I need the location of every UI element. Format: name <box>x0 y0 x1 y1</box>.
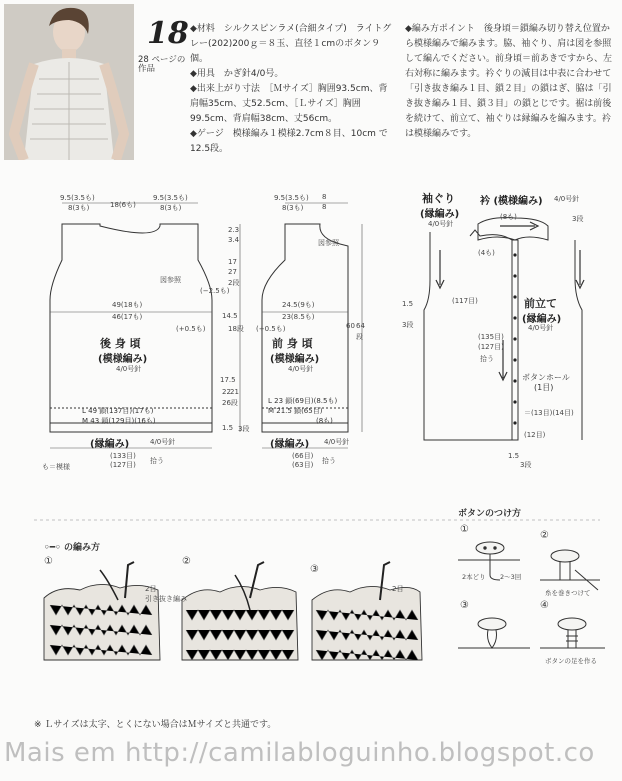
collar-dim-3: 1.5 <box>508 452 520 460</box>
stitch-note-3: 2目 <box>392 585 404 593</box>
buttonhole-label: ボタンホール <box>522 373 570 382</box>
button-guide-title: ボタンのつけ方 <box>458 509 522 519</box>
back-bottom-pick: 拾う <box>150 457 164 465</box>
stitch-step-3-num: ③ <box>310 564 319 575</box>
front-needle: 4/0号針 <box>288 365 314 373</box>
armhole-needle: 4/0号針 <box>428 220 454 228</box>
front-inc: (+0.5も) <box>256 325 286 333</box>
button-note-3: 糸を巻きつけて <box>545 589 591 597</box>
back-bottom-count-m: (127目) <box>110 461 136 469</box>
collar-needle: 4/0号針 <box>554 195 580 203</box>
front-band-label: 前立て <box>524 297 557 310</box>
watermark: Mais em http://camilabloguinho.blogspot.co <box>4 738 595 768</box>
pick-4mo: (4も) <box>478 249 495 257</box>
back-hem-label-m: M 43 鎖(129目)(16も) <box>82 417 156 425</box>
buttonhole-sub: (1目) <box>534 383 554 392</box>
button-step-4-num: ④ <box>540 600 549 611</box>
front-band-sub: (縁編み) <box>522 314 562 325</box>
armhole-label: 袖ぐり <box>422 192 455 205</box>
front-width: 24.5(9も) <box>282 301 315 309</box>
ref-page-text: 28 ページの <box>138 55 186 65</box>
back-row-11: 26段 <box>222 399 238 407</box>
back-hem-label: L 49 鎖(137目)(17も) <box>82 407 154 415</box>
back-row-5: 2段 <box>228 279 240 287</box>
front-edge-needle: 4/0号針 <box>324 438 350 446</box>
stitch-note-2: 引き抜き編み <box>145 595 187 603</box>
gauge-text: ◆ゲージ 模様編み１模様2.7cm８目、10cm で12.5段。 <box>190 129 388 154</box>
button-step-3-num: ③ <box>460 600 469 611</box>
front-top-dim-1: 9.5(3.5も) <box>274 194 309 202</box>
back-top-dim-6: 8(3も) <box>160 204 182 212</box>
back-row-13: 3段 <box>238 425 250 433</box>
back-width: 49(18も) <box>112 301 143 309</box>
back-row-9: 22 <box>222 388 231 396</box>
front-ref: 図参照 <box>318 239 339 247</box>
back-top-dim-5: 9.5(3.5も) <box>153 194 188 202</box>
tools-text: ◆用具 かぎ針4/0号。 <box>190 69 284 79</box>
back-row-6: 14.5 <box>222 312 238 320</box>
back-inc: (+0.5も) <box>176 325 206 333</box>
back-row-2: 3.4 <box>228 236 240 244</box>
button-note-2: 2〜3回 <box>500 573 522 581</box>
front-side-dim-1: 60 <box>346 322 355 330</box>
button-step-2 <box>540 550 600 590</box>
front-width-m: 23(8.5も) <box>282 313 315 321</box>
back-edge-needle: 4/0号針 <box>150 438 176 446</box>
stitch-step-2 <box>182 562 298 660</box>
front-hem-note: (8も) <box>316 417 333 425</box>
back-top-dim-3: 18(6も) <box>110 201 136 209</box>
pick-117: (117目) <box>452 297 478 305</box>
pick-12: (12目) <box>524 431 546 439</box>
front-top-dim-3: 8 <box>322 193 327 201</box>
pick-note: 拾う <box>480 355 494 363</box>
back-needle: 4/0号針 <box>116 365 142 373</box>
button-step-1-num: ① <box>460 524 469 535</box>
front-title: 前 身 頃 <box>272 337 313 350</box>
back-width-m: 46(17も) <box>112 313 143 321</box>
back-row-7: 18段 <box>228 325 244 333</box>
knitting-point-text: ◆編み方ポイント 後身頃＝鎖編み切り替え位置から模様編みで編みます。脇、袖ぐり、肩は図を参照して編んでください。前身頃＝前あきですから、左右対称に編みます。衿ぐりの減目は中表に合わせて「引き抜き編み１目、鎖２目」の鎖はぎ、脇は「引き抜き編み１目、鎖３目」の鎖とじです。裾は前後を続けて、前立て、袖ぐりは縁編みを編みます。衿は模様編みです。 <box>405 24 613 139</box>
back-bottom-count: (133目) <box>110 452 136 460</box>
stitch-step-1-num: ① <box>44 556 53 567</box>
back-row-12: 1.5 <box>222 424 234 432</box>
collar-count: (8も) <box>500 213 517 221</box>
stitch-step-3 <box>312 562 422 660</box>
stitch-note-1: 2目 <box>145 585 157 593</box>
front-top-dim-4: 8 <box>322 203 327 211</box>
back-top-dim-1: 9.5(3.5も) <box>60 194 95 202</box>
ref-work-text: 作品 <box>138 64 156 75</box>
materials-text: ◆材料 シルクスピンラメ(合細タイプ) ライトグレー(202)200ｇ＝８玉、直径１cmのボタン９個。 <box>190 24 392 64</box>
button-step-3 <box>458 618 530 648</box>
front-bottom-count: (66目) <box>292 452 314 460</box>
stitch-guide-title: ◦━◦ の編み方 <box>44 543 101 553</box>
front-top-dim-2: 8(3も) <box>282 204 304 212</box>
size-text: ◆出来上がり寸法 ［Ｍサイズ］胸囲93.5cm、背肩幅35cm、丈52.5cm、［Ｌサイズ］胸囲99.5cm、背肩幅38cm、丈56cm。 <box>190 84 388 124</box>
collar-dim-2: 3段 <box>402 321 414 329</box>
back-row-3: 17 <box>228 258 237 266</box>
collar-label: 衿 (模様編み) <box>480 196 543 207</box>
pick-13-14: ＝(13目)(14目) <box>524 409 574 417</box>
back-title: 後 身 頃 <box>100 337 141 350</box>
front-hem-label-m: M 21.5 鎖(65目) <box>268 407 323 415</box>
pattern-number: 18 <box>147 16 189 51</box>
front-hem-label: L 23 鎖(69目)(8.5も) <box>268 397 338 405</box>
collar-detail-outline <box>424 218 582 440</box>
stitch-step-2-num: ② <box>182 556 191 567</box>
collar-rows: 3段 <box>572 215 584 223</box>
back-edge: (縁編み) <box>90 439 130 450</box>
collar-dim-1: 1.5 <box>402 300 414 308</box>
pick-127: (127目) <box>478 343 504 351</box>
back-subtitle: (模様編み) <box>98 354 148 365</box>
button-note-1: 2本どり <box>462 573 486 581</box>
collar-dim-4: 3段 <box>520 461 532 469</box>
button-note-4: ボタンの足を作る <box>545 657 597 665</box>
button-step-4 <box>540 618 605 648</box>
back-row-8: 17.5 <box>220 376 236 384</box>
back-ref: 図参照 <box>160 276 181 284</box>
front-band-needle: 4/0号針 <box>528 324 554 332</box>
front-edge: (縁編み) <box>270 439 310 450</box>
back-row-10: 21 <box>230 388 239 396</box>
button-step-2-num: ② <box>540 530 549 541</box>
back-dec-1: (−2.5も) <box>200 287 230 295</box>
front-side-dim-2: 64 <box>356 322 365 330</box>
back-row-4: 27 <box>228 268 237 276</box>
back-legend: も＝模様 <box>42 463 70 471</box>
front-subtitle: (模様編み) <box>270 354 320 365</box>
footnote: ※ Ｌサイズは太字、とくにない場合はＭサイズと共通です。 <box>34 720 277 730</box>
back-row-1: 2.3 <box>228 226 240 234</box>
armhole-sub: (縁編み) <box>420 209 460 220</box>
front-bottom-count-m: (63目) <box>292 461 314 469</box>
pick-135: (135目) <box>478 333 504 341</box>
stitch-step-1 <box>44 562 160 660</box>
front-side-dim-3: 段 <box>356 333 363 341</box>
back-top-dim-2: 8(3も) <box>68 204 90 212</box>
buttonhole-markers <box>513 253 516 424</box>
front-bottom-pick: 拾う <box>322 457 336 465</box>
